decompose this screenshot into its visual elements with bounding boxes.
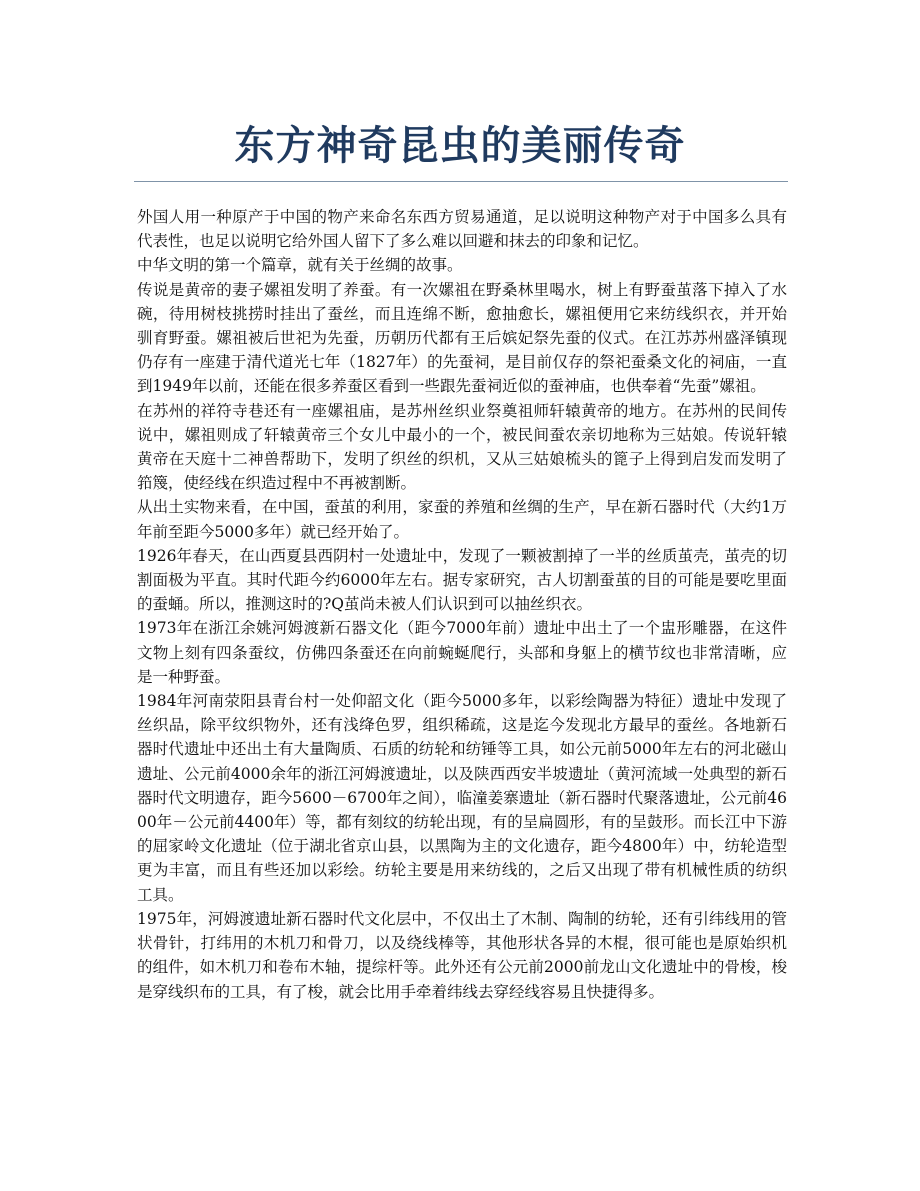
paragraph: 传说是黄帝的妻子嫘祖发明了养蚕。有一次嫘祖在野桑林里喝水，树上有野蚕茧落下掉入了水碗，待用树枝挑捞时挂出了蚕丝，而且连绵不断，愈抽愈长，嫘祖便用它来纺线织衣，并开始驯育野蚕。嫘祖被后世祀为先蚕，历朝历代都有王后嫔妃祭先蚕的仪式。在江苏苏州盛泽镇现仍存有一座建于清代道光七年（1827年）的先蚕祠，是目前仅存的祭祀蚕桑文化的祠庙，一直到1949年以前，还能在很多养蚕区看到一些跟先蚕祠近似的蚕神庙，也供奉着“先蚕”嫘祖。 — [137, 280, 787, 396]
page-title: 东方神奇昆虫的美丽传奇 — [234, 123, 686, 169]
paragraph: 1975年，河姆渡遗址新石器时代文化层中，不仅出土了木制、陶制的纺轮，还有引纬线用的管状骨针，打纬用的木机刀和骨刀，以及绕线棒等，其他形状各异的木棍，很可能也是原始织机的组件，如木机刀和卷布木轴，提综杆等。此外还有公元前2000前龙山文化遗址中的骨梭，梭是穿线织布的工具，有了梭，就会比用手牵着纬线去穿经线容易且快捷得多。 — [137, 909, 787, 1001]
paragraph: 1926年春天，在山西夏县西阴村一处遗址中，发现了一颗被割掉了一半的丝质茧壳，茧壳的切割面极为平直。其时代距今约6000年左右。据专家研究，古人切割蚕茧的目的可能是要吃里面的蚕蛹。所以，推测这时的?Q茧尚未被人们认识到可以抽丝织衣。 — [137, 546, 787, 614]
title-divider — [134, 181, 788, 182]
paragraph: 从出土实物来看，在中国，蚕茧的利用，家蚕的养殖和丝绸的生产，早在新石器时代（大约1万年前至距今5000多年）就已经开始了。 — [137, 498, 787, 541]
paragraph: 1984年河南荥阳县青台村一处仰韶文化（距今5000多年，以彩绘陶器为特征）遗址中发现了丝织品，除平纹织物外，还有浅绛色罗，组织稀疏，这是迄今发现北方最早的蚕丝。各地新石器时代遗址中还出土有大量陶质、石质的纺轮和纺锤等工具，如公元前5000年左右的河北磁山遗址、公元前4000余年的浙江河姆渡遗址，以及陕西西安半坡遗址（黄河流域一处典型的新石器时代文明遗存，距今5600－6700年之间），临潼姜寨遗址（新石器时代聚落遗址，公元前4600年－公元前4400年）等，都有刻纹的纺轮出现，有的呈扁圆形，有的呈鼓形。而长江中下游的屈家岭文化遗址（位于湖北省京山县，以黑陶为主的文化遗存，距今4800年）中，纺轮造型更为丰富，而且有些还加以彩绘。纺轮主要是用来纺线的，之后又出现了带有机械性质的纺织工具。 — [137, 692, 787, 904]
paragraph: 中华文明的第一个篇章，就有关于丝绸的故事。 — [137, 256, 463, 275]
paragraph: 外国人用一种原产于中国的物产来命名东西方贸易通道，足以说明这种物产对于中国多么具有代表性，也足以说明它给外国人留下了多么难以回避和抹去的印象和记忆。 — [137, 208, 787, 251]
paragraph: 1973年在浙江余姚河姆渡新石器文化（距今7000年前）遗址中出土了一个盅形雕器，在这件文物上刻有四条蚕纹，仿佛四条蚕还在向前蜿蜒爬行，头部和身躯上的横节纹也非常清晰，应是一种野蚕。 — [137, 619, 787, 686]
article-body — [137, 205, 787, 1004]
paragraph: 在苏州的祥符寺巷还有一座嫘祖庙，是苏州丝织业祭奠祖师轩辕黄帝的地方。在苏州的民间传说中，嫘祖则成了轩辕黄帝三个女儿中最小的一个，被民间蚕农亲切地称为三姑娘。传说轩辕黄帝在天庭十二神兽帮助下，发明了织丝的织机，又从三姑娘梳头的篦子上得到启发而发明了筘篾，使经线在织造过程中不再被割断。 — [137, 401, 787, 493]
